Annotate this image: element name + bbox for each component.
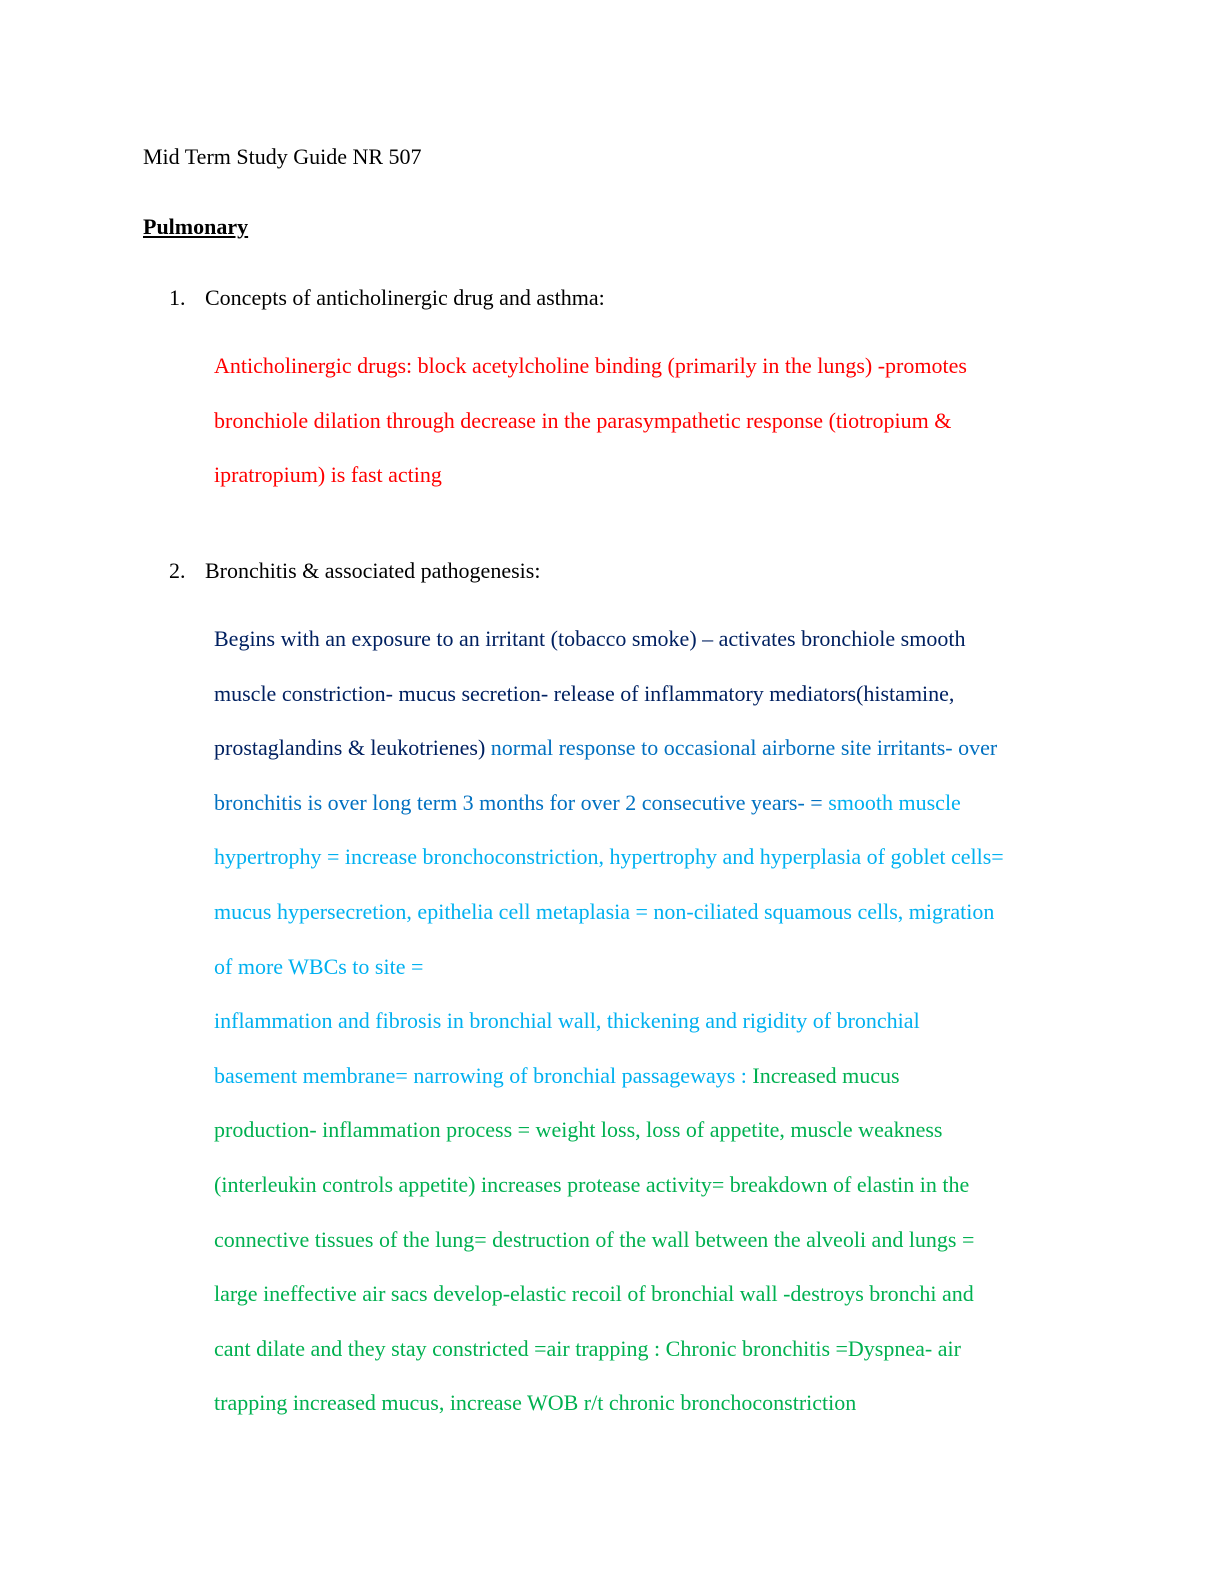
body-text-segment: bronchiole dilation through decrease in the parasympathetic response (tiotropium & xyxy=(214,407,952,433)
body-text-segment: ipratropium) is fast acting xyxy=(214,462,442,488)
body-text-segment: (interleukin controls appetite) increases protease activity= breakdown of elastin in the xyxy=(214,1171,970,1197)
list-item-anticholinergic xyxy=(143,284,1103,503)
body-text-line xyxy=(214,1376,1084,1431)
body-text-line xyxy=(214,940,1084,995)
body-text-segment: normal response to occasional airborne site irritants- over xyxy=(490,735,998,761)
body-text-segment: Increased mucus xyxy=(752,1062,900,1088)
body-text-line xyxy=(214,1267,1084,1322)
section-heading: Pulmonary xyxy=(143,214,249,239)
list-item-number: 2. xyxy=(169,558,186,583)
body-text-segment: cant dilate and they stay constricted =air trapping : Chronic bronchitis =Dyspnea- air xyxy=(214,1335,961,1361)
list-item-label xyxy=(143,284,1103,312)
body-text-line xyxy=(214,667,1084,722)
body-text-line xyxy=(214,994,1084,1049)
body-text-line xyxy=(214,1322,1084,1377)
body-text-segment: mucus hypersecretion, epithelia cell metaplasia = non-ciliated squamous cells, migration xyxy=(214,898,995,924)
body-text-line xyxy=(214,612,1084,667)
list-item-title: Bronchitis & associated pathogenesis: xyxy=(205,558,541,583)
body-text-line xyxy=(214,448,1084,503)
body-text-segment: of more WBCs to site = xyxy=(214,953,424,979)
list-item-number: 1. xyxy=(169,285,186,310)
body-text-line xyxy=(214,776,1084,831)
body-text-segment: hypertrophy = increase bronchoconstriction, hypertrophy and hyperplasia of goblet cells= xyxy=(214,844,1004,870)
body-text-segment: bronchitis is over long term 3 months for over 2 consecutive years- = xyxy=(214,789,829,815)
body-text-segment: muscle constriction- mucus secretion- release of inflammatory mediators(histamine, xyxy=(214,680,955,706)
list-item-bronchitis xyxy=(143,557,1103,1431)
body-text-line xyxy=(214,885,1084,940)
body-text-segment: trapping increased mucus, increase WOB r/t chronic bronchoconstriction xyxy=(214,1390,857,1416)
body-text-line xyxy=(214,1103,1084,1158)
body-text-line xyxy=(214,1049,1084,1104)
body-text-segment: large ineffective air sacs develop-elastic recoil of bronchial wall -destroys bronchi and xyxy=(214,1281,974,1307)
body-text-segment: connective tissues of the lung= destruction of the wall between the alveoli and lungs = xyxy=(214,1226,975,1252)
body-text-line xyxy=(214,1158,1084,1213)
body-text-line xyxy=(214,339,1084,394)
body-text-segment: smooth muscle xyxy=(828,789,961,815)
list-item-body xyxy=(214,339,1084,503)
body-text-segment: Anticholinergic drugs: block acetylcholine binding (primarily in the lungs) -promotes xyxy=(214,353,967,378)
body-text-line xyxy=(214,1213,1084,1268)
document-title: Mid Term Study Guide NR 507 xyxy=(143,144,422,169)
list-item-body xyxy=(214,612,1084,1431)
body-text-segment: basement membrane= narrowing of bronchial passageways : xyxy=(214,1062,753,1088)
body-text-line xyxy=(214,830,1084,885)
body-text-segment: production- inflammation process = weight loss, loss of appetite, muscle weakness xyxy=(214,1117,943,1143)
body-text-line xyxy=(214,394,1084,449)
body-text-segment: inflammation and fibrosis in bronchial wall, thickening and rigidity of bronchial xyxy=(214,1008,920,1034)
list-item-label xyxy=(143,557,1103,585)
list-item-title: Concepts of anticholinergic drug and asthma: xyxy=(205,285,605,310)
body-text-line xyxy=(214,721,1084,776)
body-text-segment: prostaglandins & leukotrienes) xyxy=(214,735,491,761)
body-text-segment: Begins with an exposure to an irritant (tobacco smoke) – activates bronchiole smooth xyxy=(214,626,966,651)
